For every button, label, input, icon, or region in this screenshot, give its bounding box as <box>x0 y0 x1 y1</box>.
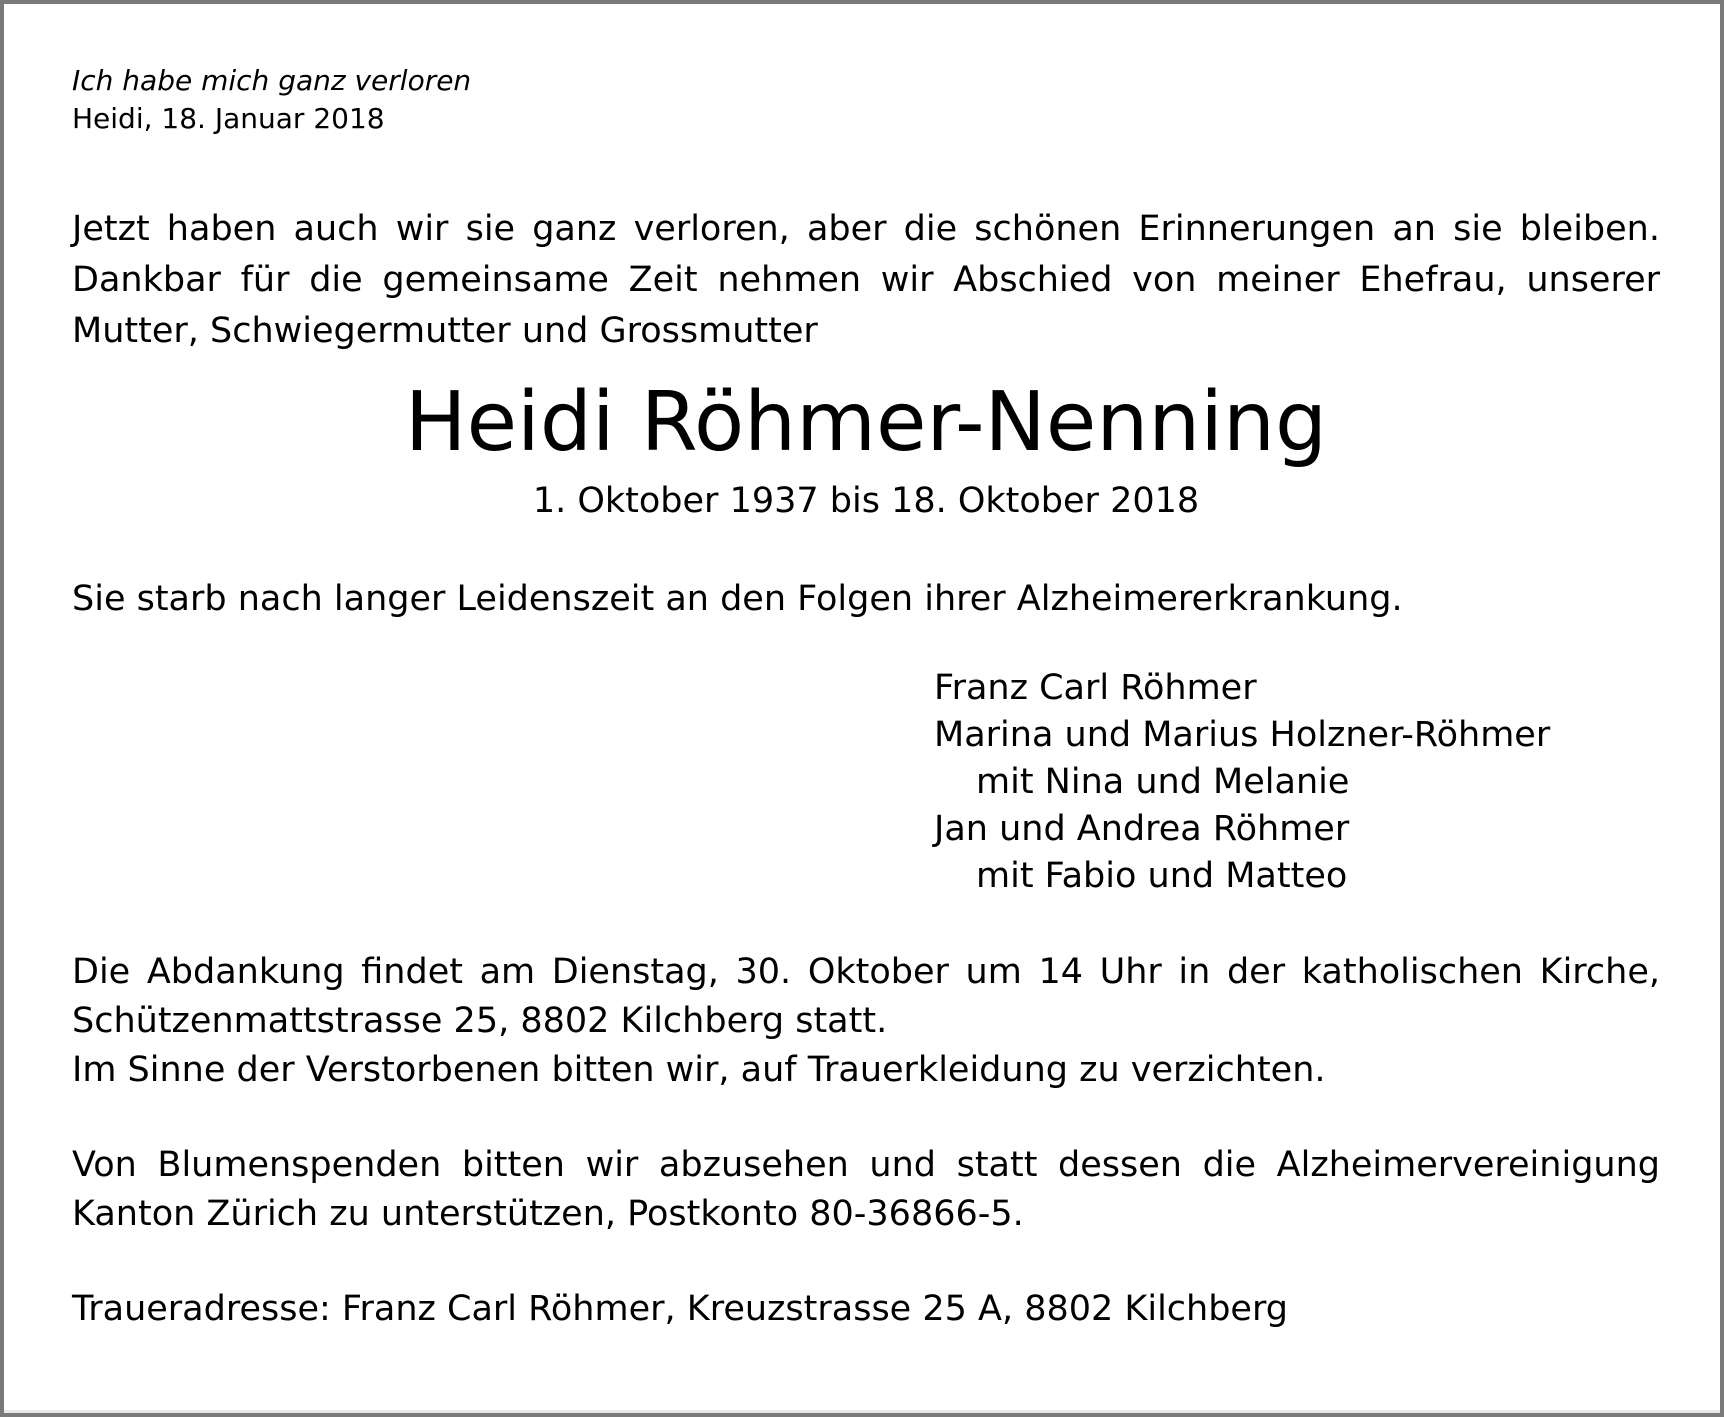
obituary-content <box>72 62 1660 1334</box>
intro-line: Jetzt haben auch wir sie ganz verloren, aber die schönen Erinnerungen an sie bleiben. <box>72 209 1660 249</box>
intro-line: Mutter, Schwiegermutter und Grossmutter <box>72 311 818 351</box>
donation-line: Von Blumenspenden bitten wir abzusehen und statt dessen die Alzheimervereinigung <box>72 1145 1660 1185</box>
donation-line: Kanton Zürich zu unterstützen, Postkonto 80-36866-5. <box>72 1194 1024 1234</box>
mourning-address: Traueradresse: Franz Carl Röhmer, Kreuzstrasse 25 A, 8802 Kilchberg <box>72 1289 1288 1329</box>
death-note: Sie starb nach langer Leidenszeit an den Folgen ihrer Alzheimererkrankung. <box>72 579 1403 619</box>
family-member: mit Fabio und Matteo <box>976 856 1348 896</box>
service-line: Im Sinne der Verstorbenen bitten wir, auf Trauerkleidung zu verzichten. <box>72 1050 1326 1090</box>
service-paragraph <box>72 948 1660 1095</box>
family-member: mit Nina und Melanie <box>976 762 1350 802</box>
motto-quote: Ich habe mich ganz verloren <box>72 64 472 97</box>
motto-block <box>72 62 1660 138</box>
intro-paragraph <box>72 204 1660 357</box>
donation-paragraph <box>72 1141 1660 1239</box>
life-dates: 1. Oktober 1937 bis 18. Oktober 2018 <box>532 481 1200 521</box>
family-list <box>934 665 1660 900</box>
motto-attribution: Heidi, 18. Januar 2018 <box>72 102 385 135</box>
deceased-name: Heidi Röhmer-Nenning <box>404 375 1328 470</box>
family-member: Marina und Marius Holzner-Röhmer <box>934 715 1551 755</box>
family-member: Jan und Andrea Röhmer <box>934 809 1350 849</box>
family-member: Franz Carl Röhmer <box>934 668 1257 708</box>
service-line: Die Abdankung findet am Dienstag, 30. Oktober um 14 Uhr in der katholischen Kirche, <box>72 952 1660 992</box>
intro-line: Dankbar für die gemeinsame Zeit nehmen wir Abschied von meiner Ehefrau, unserer <box>72 260 1660 300</box>
service-line: Schützenmattstrasse 25, 8802 Kilchberg statt. <box>72 1001 888 1041</box>
